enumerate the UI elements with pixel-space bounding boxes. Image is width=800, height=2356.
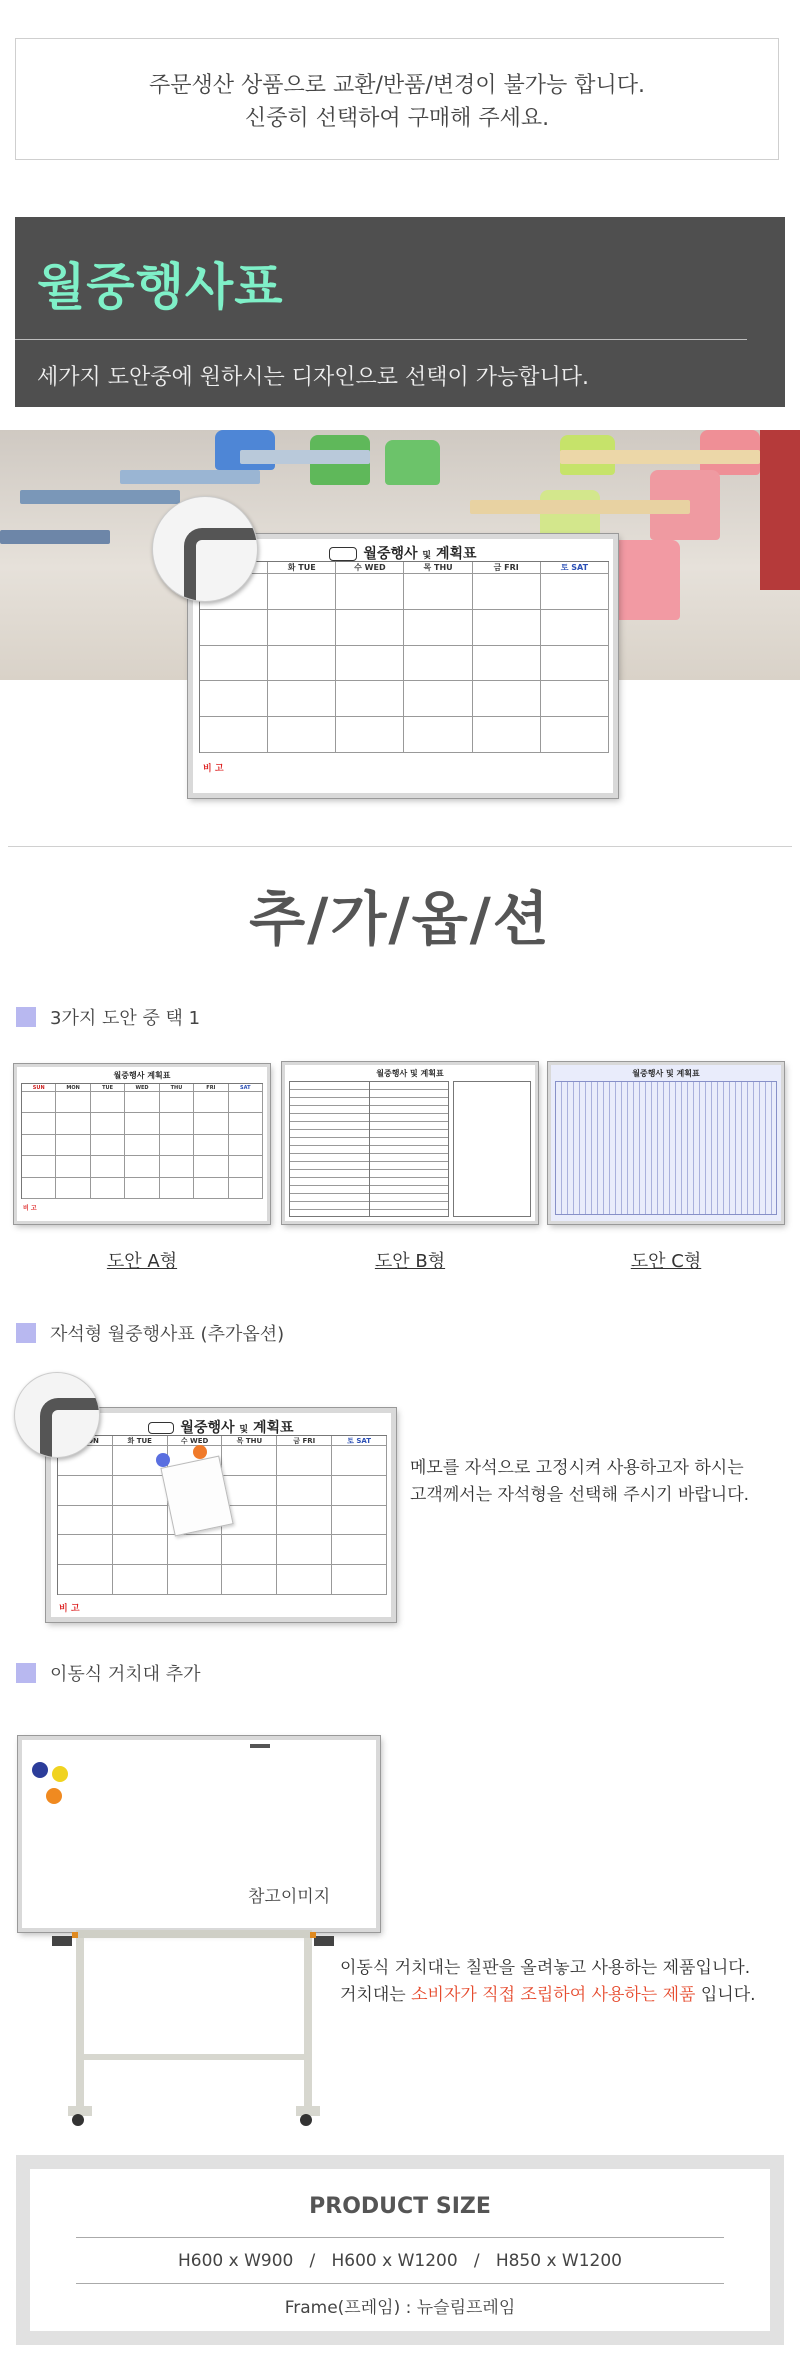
section-square-icon	[16, 1323, 36, 1343]
assembly-highlight: 소비자가 직접 조립하여 사용하는 제품	[411, 1985, 696, 2005]
notice-box	[15, 38, 779, 160]
banner-divider	[15, 339, 747, 340]
section-square-icon	[16, 1007, 36, 1027]
notice-line-1: 주문생산 상품으로 교환/반품/변경이 불가능 합니다.	[148, 73, 646, 98]
title-banner	[15, 217, 785, 407]
section-divider	[8, 846, 792, 847]
orange-magnet-icon	[193, 1445, 207, 1459]
section-heading-mobile-stand: 이동식 거치대 추가	[16, 1660, 201, 1686]
frame-info: Frame(프레임) : 뉴슬림프레임	[284, 2298, 516, 2318]
stand-wheel-icon	[300, 2114, 312, 2126]
mobile-stand-image	[18, 1736, 380, 2128]
magnetic-description: 메모를 자석으로 고정시켜 사용하고자 하시는 고객께서는 자석형을 선택해 주시기 바랍니다.	[410, 1458, 750, 1505]
size-options: H600 x W900 / H600 x W1200 / H850 x W1200	[177, 2251, 622, 2271]
stand-description: 이동식 거치대는 칠판을 올려놓고 사용하는 제품입니다. 거치대는 소비자가 직접 조립하여 사용하는 제품 입니다.	[340, 1958, 756, 2005]
stand-wheel-icon	[72, 2114, 84, 2126]
yellow-magnet-icon	[52, 1766, 68, 1782]
section-heading-design-choice: 3가지 도안 중 택 1	[16, 1004, 200, 1030]
navy-magnet-icon	[32, 1762, 48, 1778]
blue-magnet-icon	[156, 1453, 170, 1467]
size-divider	[76, 2283, 724, 2284]
magnetic-board-image: 월중행사 및 계획표 화 TUE 수 WED 목 THU 금 FRI 토 SAT 비 고	[46, 1408, 396, 1622]
design-a-label: 도안 A형	[106, 1251, 178, 1272]
banner-subtitle: 세가지 도안중에 원하시는 디자인으로 선택이 가능합니다.	[37, 365, 590, 390]
product-size-box	[16, 2155, 784, 2345]
board-calendar-grid: 화 TUE 수 WED 목 THU 금 FRI 토 SAT	[199, 561, 609, 753]
product-size-title: PRODUCT SIZE	[309, 2194, 491, 2219]
notice-line-2: 신중히 선택하여 구매해 주세요.	[244, 106, 550, 131]
design-b-label: 도안 B형	[374, 1251, 446, 1272]
frame-corner-closeup-icon	[14, 1372, 100, 1458]
design-b-thumbnail: 월중행사 및 계획표	[282, 1062, 538, 1224]
design-c-label: 도안 C형	[630, 1251, 702, 1272]
design-c-thumbnail: 월중행사 및 계획표	[548, 1062, 784, 1224]
orange-magnet-icon	[46, 1788, 62, 1804]
section-square-icon	[16, 1663, 36, 1683]
banner-title: 월중행사표	[37, 258, 284, 316]
options-title: 추/가/옵/션	[249, 885, 551, 953]
board-title: 월중행사 및 계획표	[193, 543, 613, 563]
design-a-thumbnail: 월중행사 계획표 SUN MON TUE WED THU FRI SAT 비 고	[14, 1064, 270, 1224]
size-divider	[76, 2237, 724, 2238]
reference-image-label: 참고이미지	[248, 1887, 331, 1907]
frame-corner-closeup-icon	[152, 496, 258, 602]
section-heading-magnetic: 자석형 월중행사표 (추가옵션)	[16, 1320, 284, 1346]
board-memo-label: 비 고	[203, 764, 224, 774]
